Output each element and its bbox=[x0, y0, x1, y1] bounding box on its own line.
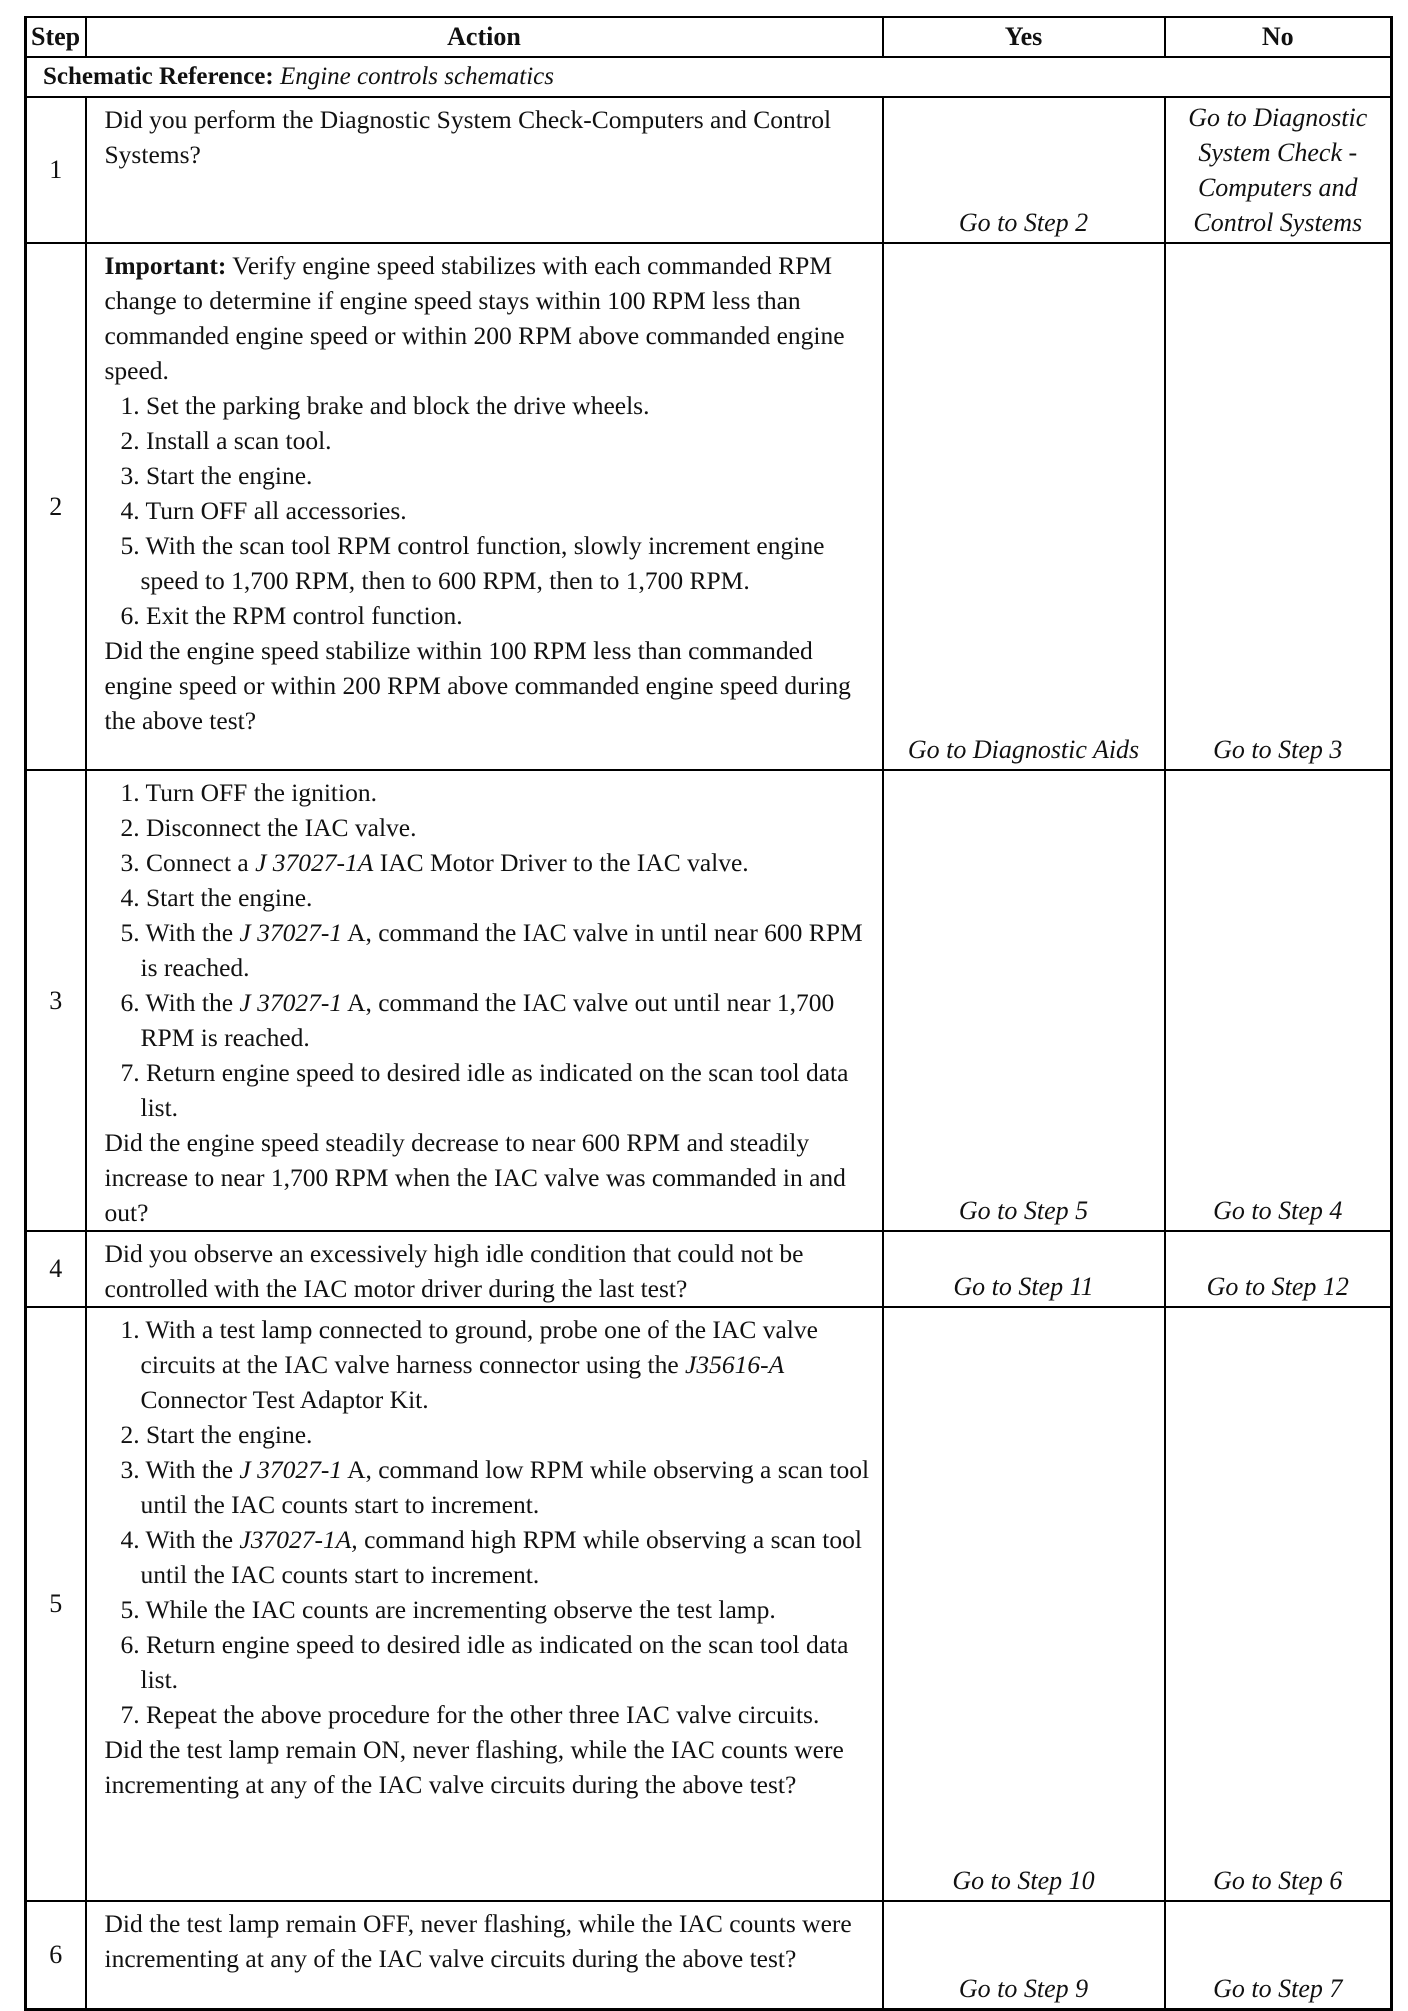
list-item bbox=[105, 845, 874, 880]
tool-reference: J 37027-1 bbox=[239, 918, 343, 947]
no-cell: Go to Step 4 bbox=[1165, 770, 1392, 1231]
step-number: 4 bbox=[26, 1231, 86, 1307]
header-no: No bbox=[1165, 17, 1392, 57]
list-item: 2. Start the engine. bbox=[120, 1420, 313, 1449]
tool-reference: J 37027-1 bbox=[239, 1455, 343, 1484]
list-item bbox=[105, 1312, 874, 1417]
action-cell bbox=[86, 243, 883, 770]
list-item-text: A, command the IAC valve out until near 1,700 RPM is reached. bbox=[140, 988, 835, 1052]
list-item-text: 4. With the bbox=[120, 1525, 240, 1554]
action-question: Did the test lamp remain ON, never flashing, while the IAC counts were incrementing at any of the IAC valve circuits during the above test? bbox=[104, 1735, 844, 1799]
yes-cell: Go to Step 9 bbox=[883, 1901, 1165, 2009]
yes-cell: Go to Step 10 bbox=[883, 1307, 1165, 1901]
list-item: 2. Disconnect the IAC valve. bbox=[120, 813, 417, 842]
action-question: Did you perform the Diagnostic System Check-Computers and Control Systems? bbox=[104, 105, 832, 169]
action-cell bbox=[86, 97, 883, 243]
procedure-list bbox=[105, 1312, 874, 1732]
schematic-reference-value: Engine controls schematics bbox=[279, 63, 554, 90]
list-item: 2. Install a scan tool. bbox=[120, 426, 332, 455]
tool-reference: J37027-1A, bbox=[239, 1525, 358, 1554]
step-number: 5 bbox=[26, 1307, 86, 1901]
yes-cell: Go to Step 11 bbox=[883, 1231, 1165, 1307]
list-item: 6. Return engine speed to desired idle as indicated on the scan tool data list. bbox=[120, 1630, 849, 1694]
no-cell: Go to Step 3 bbox=[1165, 243, 1392, 770]
table-row bbox=[26, 97, 1392, 243]
yes-cell: Go to Diagnostic Aids bbox=[883, 243, 1165, 770]
action-question: Did you observe an excessively high idle condition that could not be controlled with the IAC motor driver during the last test? bbox=[104, 1239, 804, 1303]
action-cell bbox=[86, 770, 883, 1231]
list-item-text: command high RPM while observing a scan tool until the IAC counts start to increment. bbox=[140, 1525, 862, 1589]
important-note bbox=[105, 248, 874, 388]
list-item-text: 5. With the bbox=[120, 918, 240, 947]
list-item-text: 1. With a test lamp connected to ground, probe one of the IAC valve circuits at the IAC valve harness connector using the bbox=[120, 1315, 818, 1379]
tool-reference: J35616-A bbox=[685, 1350, 785, 1379]
action-question: Did the test lamp remain OFF, never flashing, while the IAC counts were incrementing at any of the IAC valve circuits during the above test? bbox=[104, 1909, 852, 1973]
header-action: Action bbox=[86, 17, 883, 57]
header-yes: Yes bbox=[883, 17, 1165, 57]
list-item bbox=[105, 915, 874, 985]
list-item: 1. Set the parking brake and block the drive wheels. bbox=[120, 391, 650, 420]
list-item: 4. Start the engine. bbox=[120, 883, 313, 912]
header-step: Step bbox=[26, 17, 86, 57]
tool-reference: J 37027-1 bbox=[239, 988, 343, 1017]
table-row bbox=[26, 770, 1392, 1231]
step-number: 1 bbox=[26, 97, 86, 243]
list-item: 7. Return engine speed to desired idle as indicated on the scan tool data list. bbox=[120, 1058, 849, 1122]
table-row bbox=[26, 1901, 1392, 2009]
list-item-text: 6. With the bbox=[120, 988, 240, 1017]
procedure-list bbox=[105, 388, 874, 633]
schematic-reference-label: Schematic Reference: bbox=[43, 63, 274, 90]
list-item: 5. With the scan tool RPM control function, slowly increment engine speed to 1,700 RPM, then to 600 RPM, then to 1,700 RPM. bbox=[120, 531, 825, 595]
schematic-reference-row bbox=[26, 57, 1392, 97]
step-number: 2 bbox=[26, 243, 86, 770]
list-item: 5. While the IAC counts are incrementing observe the test lamp. bbox=[120, 1595, 776, 1624]
no-cell: Go to Step 12 bbox=[1165, 1231, 1392, 1307]
action-question: Did the engine speed steadily decrease to near 600 RPM and steadily increase to near 1,700 RPM when the IAC valve was commanded in and out? bbox=[104, 1128, 846, 1227]
no-cell: Go to Diagnostic System Check - Computers and Control Systems bbox=[1165, 97, 1392, 243]
list-item-text: 3. With the bbox=[120, 1455, 240, 1484]
list-item-text: IAC Motor Driver to the IAC valve. bbox=[373, 848, 749, 877]
diagnostic-table bbox=[24, 16, 1393, 2011]
no-cell: Go to Step 7 bbox=[1165, 1901, 1392, 2009]
table-row bbox=[26, 1307, 1392, 1901]
action-question: Did the engine speed stabilize within 100 RPM less than commanded engine speed or within 200 RPM above commanded engine speed during the above test? bbox=[104, 636, 851, 735]
action-cell bbox=[86, 1307, 883, 1901]
yes-cell: Go to Step 5 bbox=[883, 770, 1165, 1231]
table-row bbox=[26, 243, 1392, 770]
step-number: 6 bbox=[26, 1901, 86, 2009]
list-item-text: A, command low RPM while observing a scan tool until the IAC counts start to increment. bbox=[140, 1455, 870, 1519]
no-cell: Go to Step 6 bbox=[1165, 1307, 1392, 1901]
list-item: 6. Exit the RPM control function. bbox=[120, 601, 463, 630]
list-item: 4. Turn OFF all accessories. bbox=[120, 496, 407, 525]
procedure-list bbox=[105, 775, 874, 1125]
list-item-text: Connector Test Adaptor Kit. bbox=[140, 1385, 429, 1414]
list-item bbox=[105, 1452, 874, 1522]
step-number: 3 bbox=[26, 770, 86, 1231]
action-cell bbox=[86, 1231, 883, 1307]
list-item: 7. Repeat the above procedure for the other three IAC valve circuits. bbox=[120, 1700, 820, 1729]
list-item: 1. Turn OFF the ignition. bbox=[120, 778, 377, 807]
header-row bbox=[26, 17, 1392, 57]
list-item bbox=[105, 985, 874, 1055]
table-row bbox=[26, 1231, 1392, 1307]
important-label: Important: bbox=[104, 251, 227, 280]
action-cell bbox=[86, 1901, 883, 2009]
yes-cell: Go to Step 2 bbox=[883, 97, 1165, 243]
schematic-reference bbox=[26, 57, 1392, 97]
list-item-text: A, command the IAC valve in until near 600 RPM is reached. bbox=[140, 918, 863, 982]
list-item-text: 3. Connect a bbox=[120, 848, 256, 877]
tool-reference: J 37027-1A bbox=[255, 848, 374, 877]
list-item: 3. Start the engine. bbox=[120, 461, 313, 490]
important-text: Verify engine speed stabilizes with each commanded RPM change to determine if engine speed stays within 100 RPM less than commanded engine speed or within 200 RPM above commanded engine speed. bbox=[104, 251, 845, 385]
list-item bbox=[105, 1522, 874, 1592]
